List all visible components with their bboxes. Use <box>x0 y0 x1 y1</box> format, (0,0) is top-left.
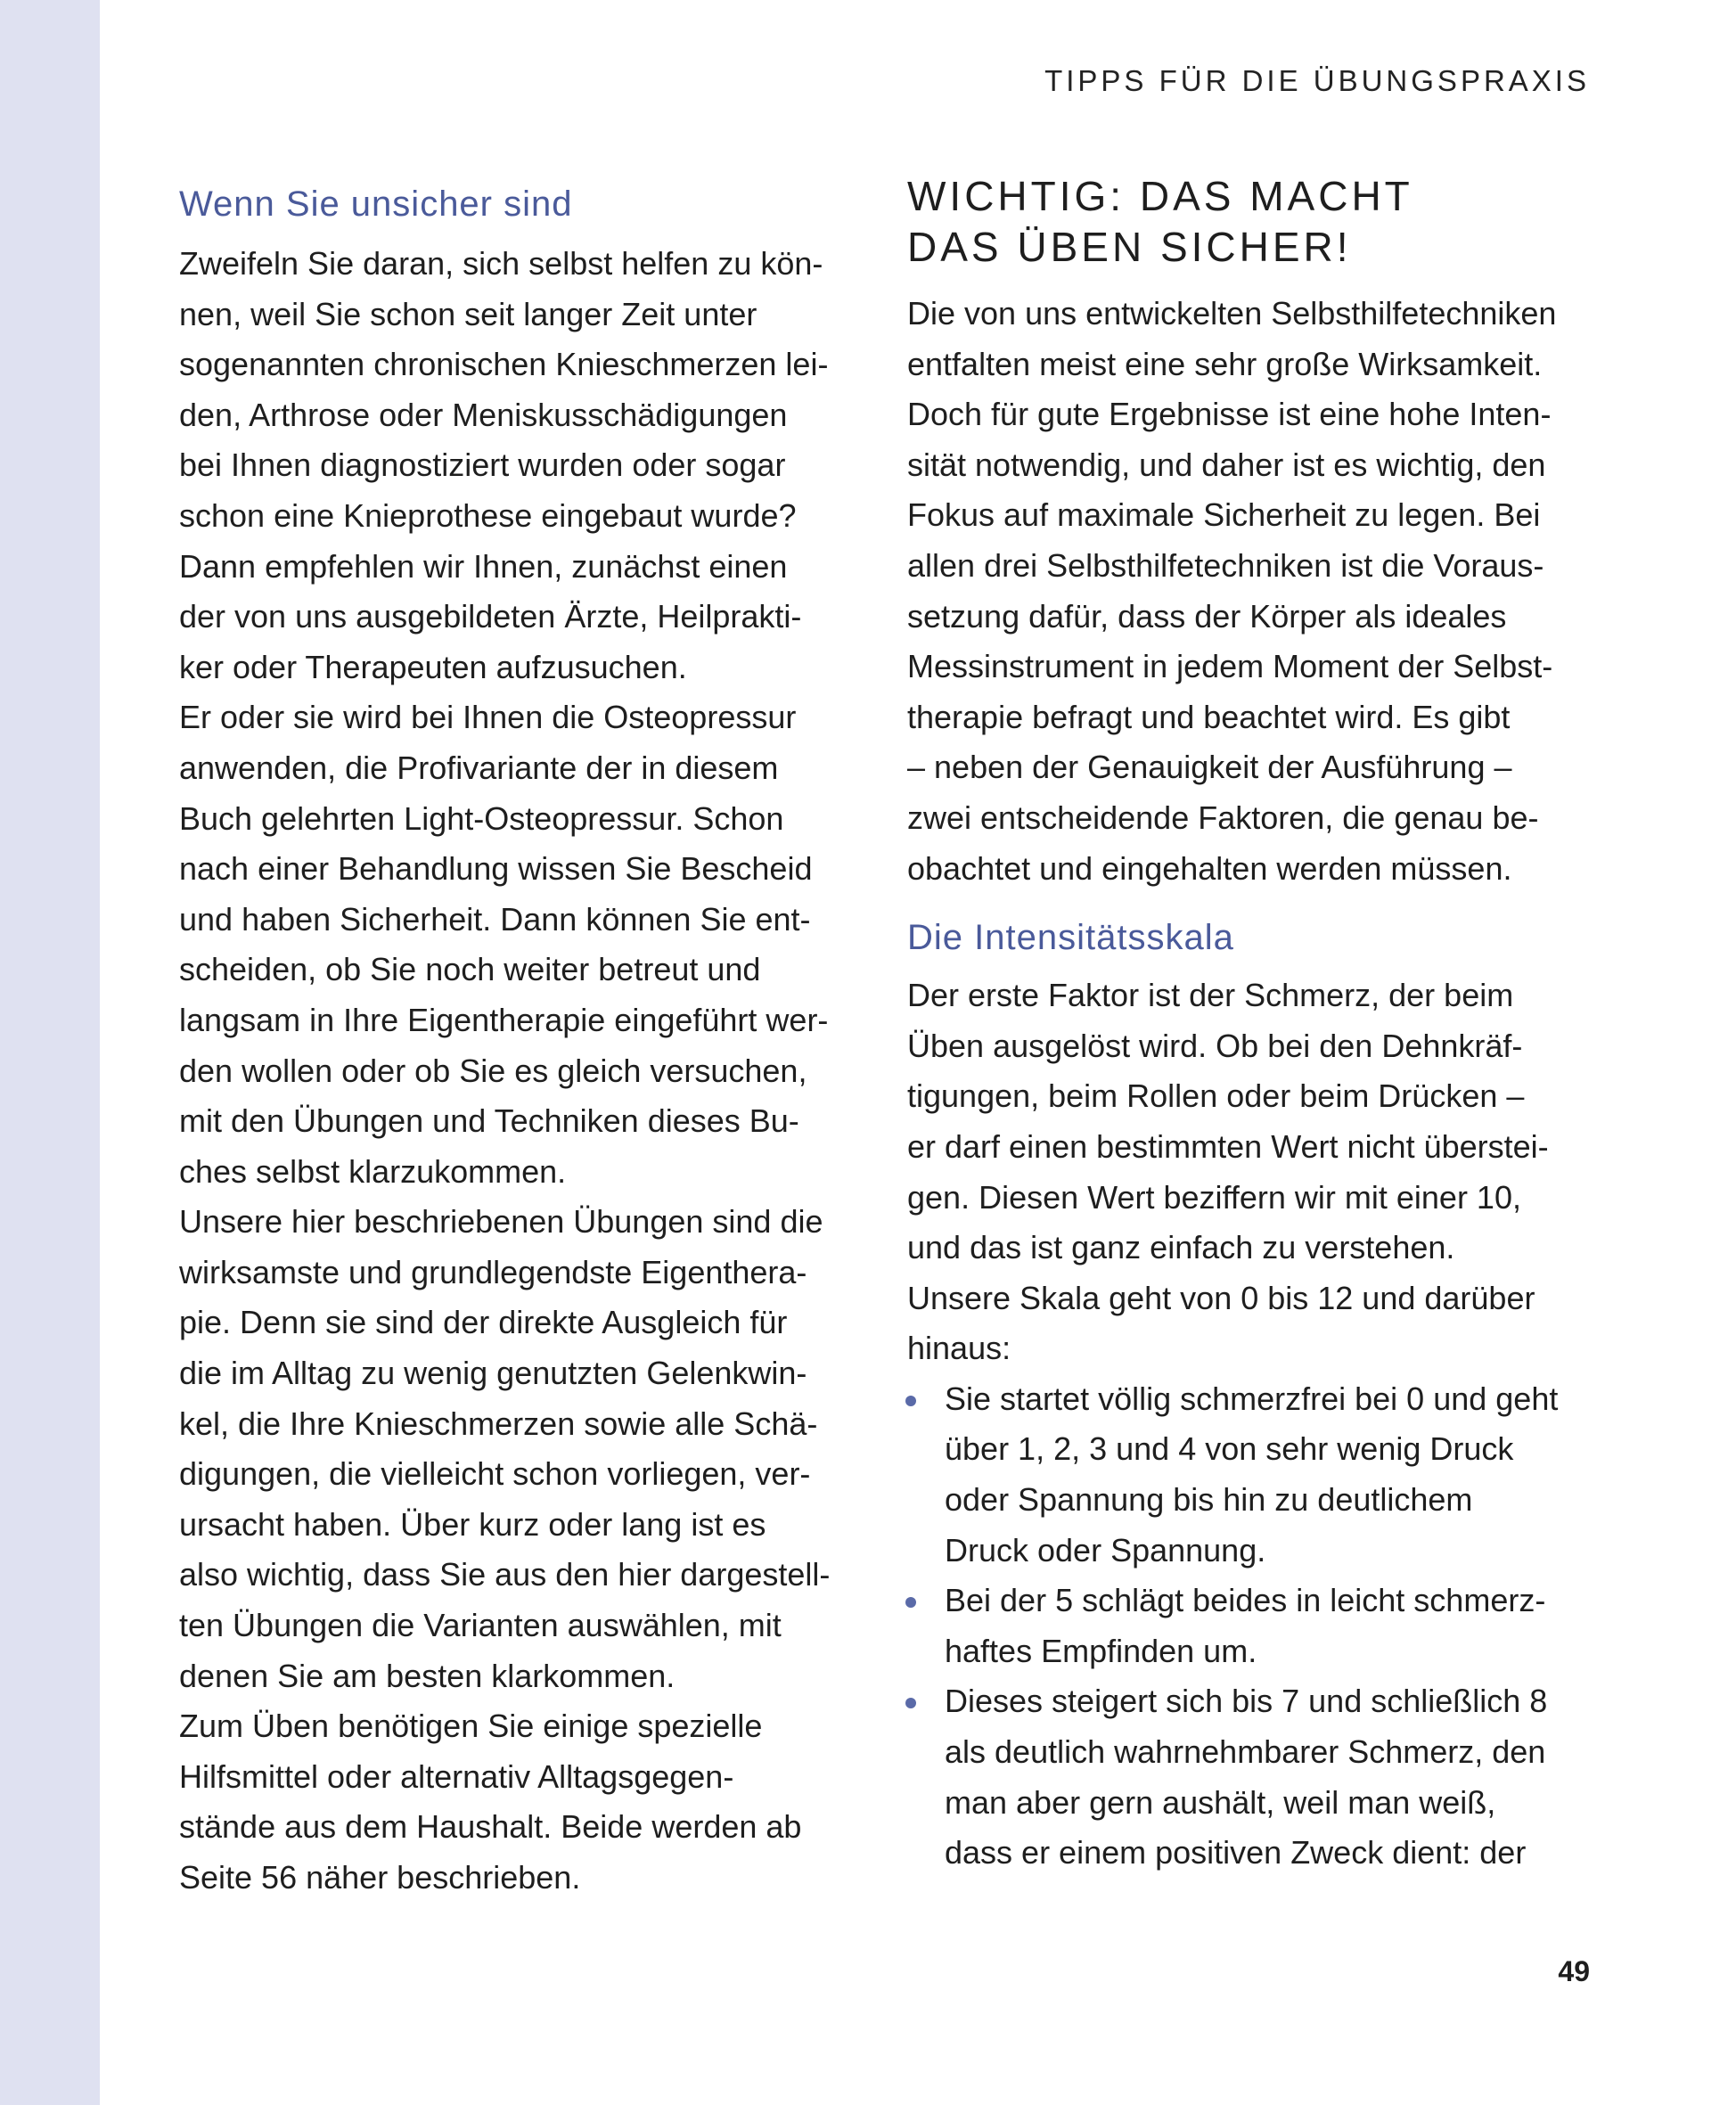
body-text-line: nach einer Behandlung wissen Sie Bescheid <box>179 850 813 888</box>
right-body-text <box>907 971 1593 1374</box>
body-text-line: Unsere hier beschriebenen Übungen sind die <box>179 1203 823 1241</box>
body-text-line: hinaus: <box>907 1330 1011 1367</box>
body-text-line: obachtet und eingehalten werden müssen. <box>907 849 1512 887</box>
bullet-item <box>907 1576 1593 1676</box>
running-head: TIPPS FÜR DIE ÜBUNGSPRAXIS <box>1044 64 1590 97</box>
body-text-line: Die von uns entwickelten Selbsthilfetechniken <box>907 295 1557 332</box>
body-text-line: zwei entscheidende Faktoren, die genau be- <box>907 799 1539 836</box>
bullet-text-line: haftes Empfinden um. <box>945 1632 1257 1669</box>
bullet-text-line: oder Spannung bis hin zu deutlichem <box>945 1481 1473 1519</box>
body-text-line: tigungen, beim Rollen oder beim Drücken – <box>907 1077 1525 1115</box>
body-text-line: Buch gelehrten Light-Osteopressur. Schon <box>179 799 784 837</box>
body-text-line: bei Ihnen diagnostiziert wurden oder sogar <box>179 446 786 484</box>
body-text-line: Üben ausgelöst wird. Ob bei den Dehnkräf- <box>907 1027 1523 1064</box>
bullet-text-line: man aber gern aushält, weil man weiß, <box>945 1783 1496 1821</box>
body-text-line: und das ist ganz einfach zu verstehen. <box>907 1229 1455 1266</box>
bullet-text-line: dass er einem positiven Zweck dient: der <box>945 1834 1527 1872</box>
bullet-dot-icon <box>905 1396 916 1406</box>
body-text-line: ten Übungen die Varianten auswählen, mit <box>179 1607 782 1644</box>
intensity-bullet-list <box>907 1374 1593 1879</box>
body-text-line: Messinstrument in jedem Moment der Selbst- <box>907 648 1553 685</box>
body-text-line: Zweifeln Sie daran, sich selbst helfen zu kön- <box>179 245 823 282</box>
body-text-line: langsam in Ihre Eigentherapie eingeführt wer- <box>179 1001 829 1038</box>
body-text-line: den wollen oder ob Sie es gleich versuchen, <box>179 1052 807 1089</box>
body-text-line: allen drei Selbsthilfetechniken ist die Voraus- <box>907 546 1544 584</box>
page-margin-band <box>0 0 100 2105</box>
body-text-line: Er oder sie wird bei Ihnen die Osteopressur <box>179 699 797 736</box>
body-text-line: gen. Diesen Wert beziffern wir mit einer 10, <box>907 1178 1521 1216</box>
bullet-text-line: Sie startet völlig schmerzfrei bei 0 und geht <box>945 1380 1559 1417</box>
bullet-text-line: Dieses steigert sich bis 7 und schließlich 8 <box>945 1683 1548 1720</box>
body-text-line: den, Arthrose oder Meniskusschädigungen <box>179 396 788 433</box>
left-column <box>179 169 865 1904</box>
body-text-line: Hilfsmittel oder alternativ Alltagsgegen- <box>179 1757 734 1795</box>
body-text-line: pie. Denn sie sind der direkte Ausgleich für <box>179 1304 788 1341</box>
body-text-line: digungen, die vielleicht schon vorliegen, ver- <box>179 1455 811 1493</box>
body-text-line: die im Alltag zu wenig genutzten Gelenkwin- <box>179 1355 807 1392</box>
body-text-line: anwenden, die Profivariante der in diesem <box>179 749 779 786</box>
body-text-line: und haben Sicherheit. Dann können Sie ent- <box>179 900 811 938</box>
section-heading-intensitaetsskala: Die Intensitätsskala <box>907 918 1234 958</box>
section-heading-unsicher: Wenn Sie unsicher sind <box>179 184 573 224</box>
body-text-line: Zum Üben benötigen Sie einige spezielle <box>179 1708 763 1745</box>
left-body-text <box>179 239 865 1904</box>
body-text-line: sogenannten chronischen Knieschmerzen lei- <box>179 346 829 383</box>
info-box-title <box>907 171 1593 273</box>
bullet-text-line: als deutlich wahrnehmbarer Schmerz, den <box>945 1733 1546 1771</box>
body-text-line: entfalten meist eine sehr große Wirksamkeit. <box>907 345 1543 382</box>
body-text-line: therapie befragt und beachtet wird. Es gibt <box>907 698 1511 735</box>
body-text-line: wirksamste und grundlegendste Eigenthera- <box>179 1253 807 1290</box>
body-text-line: sität notwendig, und daher ist es wichtig, den <box>907 446 1546 483</box>
body-text-line: Seite 56 näher beschrieben. <box>179 1859 581 1896</box>
body-text-line: scheiden, ob Sie noch weiter betreut und <box>179 951 761 988</box>
bullet-item <box>907 1676 1593 1878</box>
right-column <box>907 169 1593 1879</box>
box-title-line: WICHTIG: DAS MACHT <box>907 173 1413 219</box>
body-text-line: Fokus auf maximale Sicherheit zu legen. Bei <box>907 496 1541 534</box>
body-text-line: mit den Übungen und Techniken dieses Bu- <box>179 1102 799 1140</box>
body-text-line: schon eine Knieprothese eingebaut wurde? <box>179 496 797 534</box>
bullet-text-line: Bei der 5 schlägt beides in leicht schmerz- <box>945 1582 1546 1619</box>
body-text-line: ursacht haben. Über kurz oder lang ist es <box>179 1505 766 1543</box>
page-number: 49 <box>1558 1955 1590 1987</box>
body-text-line: Dann empfehlen wir Ihnen, zunächst einen <box>179 547 788 585</box>
body-text-line: denen Sie am besten klarkommen. <box>179 1657 676 1694</box>
body-text-line: ker oder Therapeuten aufzusuchen. <box>179 648 687 685</box>
bullet-text-line: über 1, 2, 3 und 4 von sehr wenig Druck <box>945 1430 1514 1468</box>
bullet-text-line: Druck oder Spannung. <box>945 1531 1266 1569</box>
bullet-item <box>907 1374 1593 1576</box>
body-text-line: er darf einen bestimmten Wert nicht überstei- <box>907 1127 1549 1165</box>
body-text-line: kel, die Ihre Knieschmerzen sowie alle Schä- <box>179 1405 818 1442</box>
body-text-line: der von uns ausgebildeten Ärzte, Heilprakti- <box>179 598 802 635</box>
body-text-line: – neben der Genauigkeit der Ausführung – <box>907 749 1512 786</box>
body-text-line: Doch für gute Ergebnisse ist eine hohe Inten- <box>907 396 1552 433</box>
body-text-line: ches selbst klarzukommen. <box>179 1152 567 1190</box>
body-text-line: Der erste Faktor ist der Schmerz, der beim <box>907 977 1514 1014</box>
body-text-line: stände aus dem Haushalt. Beide werden ab <box>179 1808 802 1846</box>
body-text-line: nen, weil Sie schon seit langer Zeit unter <box>179 295 757 332</box>
body-text-line: setzung dafür, dass der Körper als ideales <box>907 597 1507 635</box>
body-text-line: also wichtig, dass Sie aus den hier dargestell- <box>179 1556 831 1593</box>
body-text-line: Unsere Skala geht von 0 bis 12 und darüber <box>907 1279 1535 1316</box>
box-title-line: DAS ÜBEN SICHER! <box>907 224 1352 270</box>
right-intro-text <box>907 289 1593 894</box>
